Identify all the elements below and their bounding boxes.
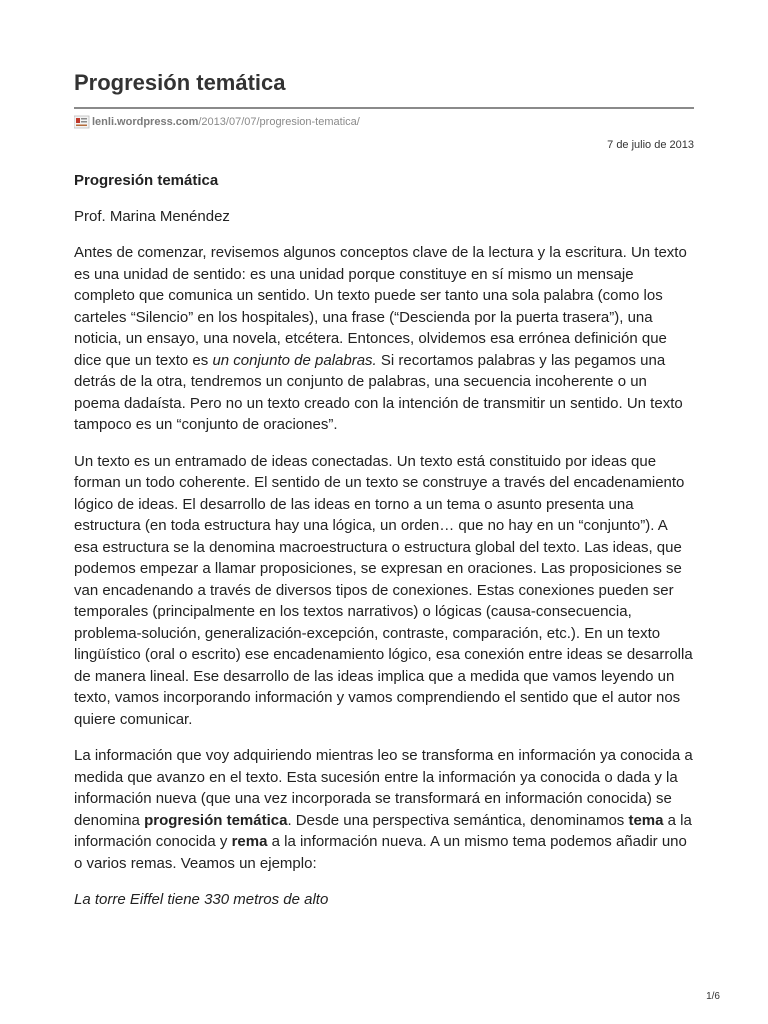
term-rema: rema (231, 833, 268, 850)
source-domain[interactable]: lenli.wordpress.com (92, 116, 199, 128)
page-number: 1/6 (706, 991, 720, 1002)
article-body (74, 170, 694, 926)
article-heading: Progresión temática (74, 172, 219, 189)
paragraph-1: Antes de comenzar, revisemos algunos conceptos clave de la lectura y la escritura. Un texto es una unidad de sentido: es una unidad porque constituye en sí mismo un mensaje completo que comunica un sentido. Un texto puede ser tanto una sola palabra (como los carteles “Silencio” en los hospitales), una frase (“Descienda por la puerta trasera”), una noticia, un ensayo, una novela, etcétera. Entonces, olvidemos esa errónea definición que dice que un texto es un conjunto de palabras. Si recortamos palabras y las pegamos una detrás de la otra, tendremos un conjunto de palabras, una secuencia incoherente o un poema dadaísta. Pero no un texto creado con la intención de transmitir un sentido. Un texto tampoco es un “conjunto de oraciones”. (74, 244, 687, 433)
emphasis-text: un conjunto de palabras. (212, 351, 377, 369)
source-path[interactable]: /2013/07/07/progresion-tematica/ (198, 116, 360, 128)
paragraph-3: La información que voy adquiriendo mientras leo se transforma en información ya conocida a medida que avanzo en el texto. Esta sucesión entre la información ya conocida o dada y la información nueva (que una vez incorporada se transformará en información conocida) se denomina progresión temática. Desde una perspectiva semántica, denominamos tema a la información conocida y rema a la información nueva. A un mismo tema podemos añadir uno o varios remas. Veamos un ejemplo: (74, 747, 693, 872)
example-sentence: La torre Eiffel tiene 330 metros de alto (74, 891, 329, 908)
term-progresion-tematica: progresión temática (144, 811, 288, 829)
publish-date: 7 de julio de 2013 (607, 139, 694, 151)
term-tema: tema (628, 811, 664, 829)
source-link[interactable] (74, 114, 360, 130)
article-author: Prof. Marina Menéndez (74, 207, 230, 225)
page-title: Progresión temática (74, 70, 286, 95)
wordpress-site-icon (74, 115, 90, 129)
paragraph-2: Un texto es un entramado de ideas conectadas. Un texto está constituido por ideas que forman un todo coherente. El sentido de un texto se construye a través del encadenamiento lógico de ideas. El desarrollo de las ideas en torno a un tema o asunto presenta una estructura (en toda estructura hay una lógica, un orden… que no hay en un “conjunto”). A esa estructura se la denomina macroestructura o estructura global del texto. Las ideas, que podemos empezar a llamar proposiciones, se expresan en oraciones. Las proposiciones se van encadenando a través de diversos tipos de conexiones. Estas conexiones pueden ser temporales (principalmente en los textos narrativos) o lógicas (causa-consecuencia, problema-solución, generalización-excepción, contraste, comparación, etc.). En un texto lingüístico (oral o escrito) ese encadenamiento lógico, esa conexión entre ideas se desarrolla de manera lineal. Ese desarrollo de las ideas implica que a medida que vamos leyendo un texto, vamos incorporando información y vamos comprendiendo el sentido que el autor nos quiere comunicar. (74, 452, 693, 728)
title-divider (74, 107, 694, 109)
